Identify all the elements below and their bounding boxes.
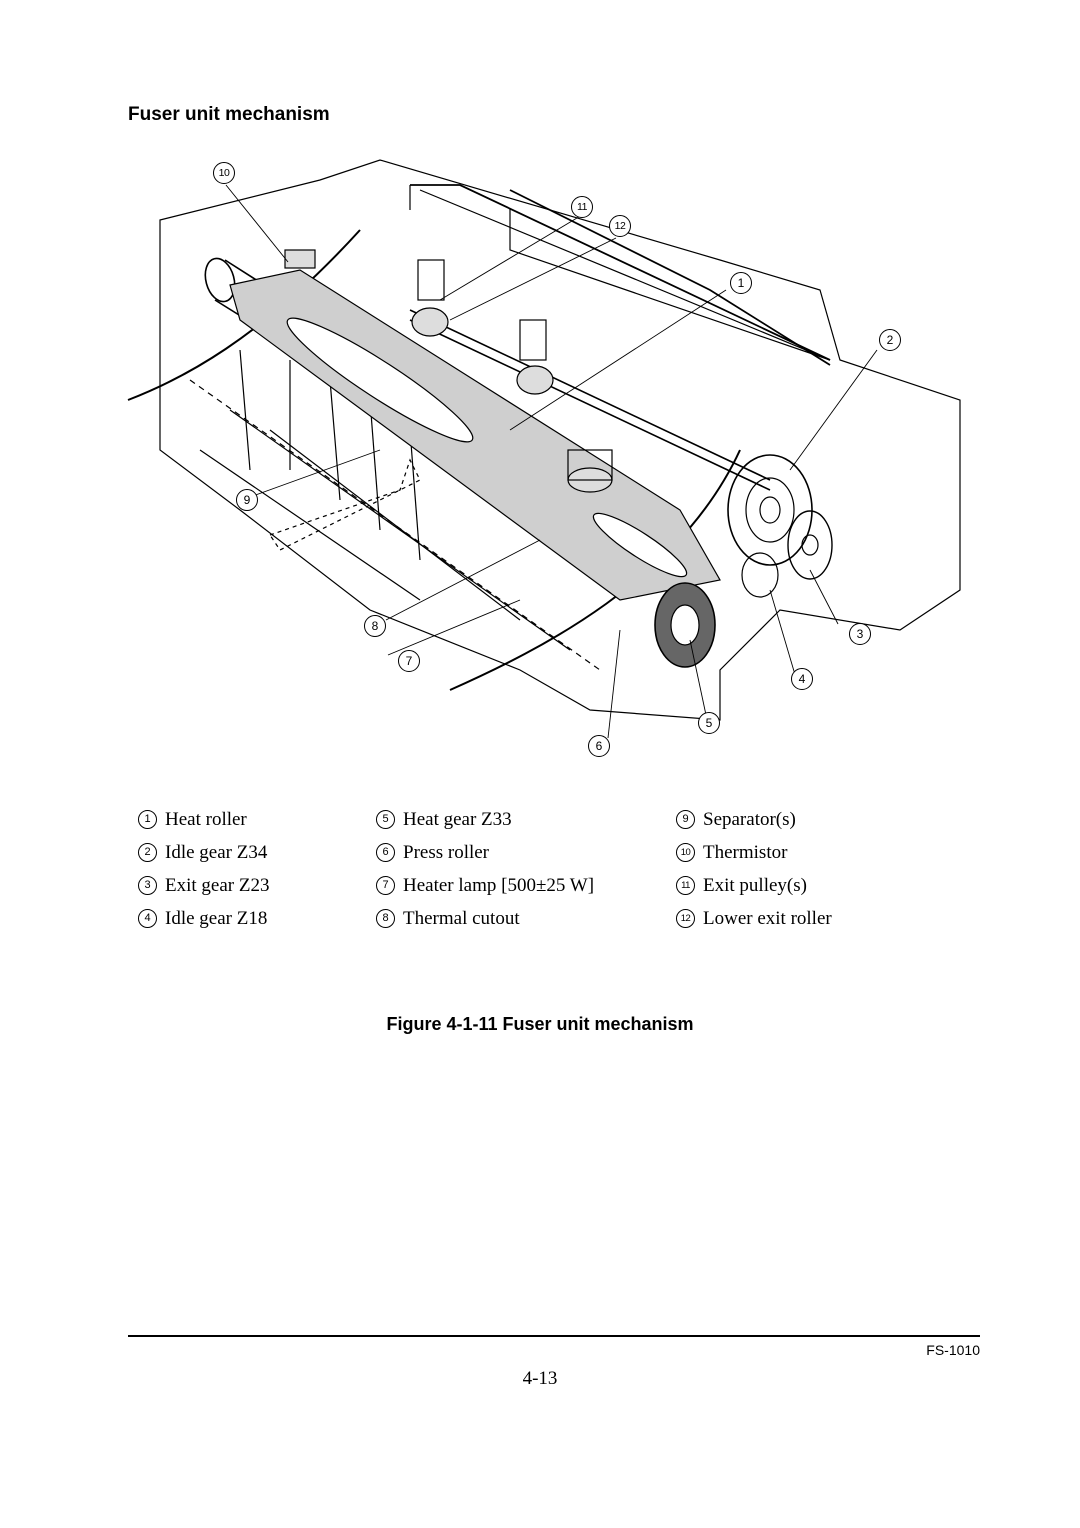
callout-4: 4 xyxy=(791,668,813,690)
fuser-unit-illustration xyxy=(120,150,970,770)
legend-label: Exit pulley(s) xyxy=(703,874,807,896)
legend-number: 12 xyxy=(676,909,695,928)
legend-number: 9 xyxy=(676,810,695,829)
legend-label: Lower exit roller xyxy=(703,907,832,929)
callout-2: 2 xyxy=(879,329,901,351)
callout-7: 7 xyxy=(398,650,420,672)
callout-12: 12 xyxy=(609,215,631,237)
legend-item xyxy=(676,905,876,932)
callout-3: 3 xyxy=(849,623,871,645)
legend-number: 11 xyxy=(676,876,695,895)
legend-item xyxy=(138,839,376,866)
legend-number: 7 xyxy=(376,876,395,895)
model-name: FS-1010 xyxy=(926,1342,980,1358)
parts-legend xyxy=(138,806,878,932)
callout-1: 1 xyxy=(730,272,752,294)
legend-item xyxy=(138,872,376,899)
legend-number: 6 xyxy=(376,843,395,862)
callout-11: 11 xyxy=(571,196,593,218)
legend-label: Heater lamp [500±25 W] xyxy=(403,874,595,896)
callout-8: 8 xyxy=(364,615,386,637)
legend-label: Thermistor xyxy=(703,841,788,863)
legend-item xyxy=(376,872,676,899)
page-number: 4-13 xyxy=(522,1368,558,1389)
legend-label: Separator(s) xyxy=(703,808,796,830)
legend-label: Heat gear Z33 xyxy=(403,808,512,830)
legend-number: 5 xyxy=(376,810,395,829)
legend-item xyxy=(376,839,676,866)
legend-label: Thermal cutout xyxy=(403,907,520,929)
legend-item xyxy=(676,872,876,899)
legend-item xyxy=(676,806,876,833)
legend-number: 8 xyxy=(376,909,395,928)
legend-item xyxy=(138,806,376,833)
legend-label: Exit gear Z23 xyxy=(165,874,270,896)
section-heading: Fuser unit mechanism xyxy=(128,104,330,125)
legend-item xyxy=(676,839,876,866)
legend-label: Press roller xyxy=(403,841,490,863)
legend-number: 3 xyxy=(138,876,157,895)
footer-rule xyxy=(128,1335,980,1337)
callout-6: 6 xyxy=(588,735,610,757)
callout-5: 5 xyxy=(698,712,720,734)
legend-number: 10 xyxy=(676,843,695,862)
legend-number: 4 xyxy=(138,909,157,928)
legend-label: Idle gear Z34 xyxy=(165,841,268,863)
legend-label: Idle gear Z18 xyxy=(165,907,268,929)
figure-caption: Figure 4-1-11 Fuser unit mechanism xyxy=(386,1014,694,1034)
legend-item xyxy=(376,806,676,833)
callout-9: 9 xyxy=(236,489,258,511)
callout-10: 10 xyxy=(213,162,235,184)
fuser-unit-drawing xyxy=(120,150,970,770)
legend-item xyxy=(138,905,376,932)
legend-number: 2 xyxy=(138,843,157,862)
legend-item xyxy=(376,905,676,932)
legend-number: 1 xyxy=(138,810,157,829)
legend-label: Heat roller xyxy=(165,808,247,830)
